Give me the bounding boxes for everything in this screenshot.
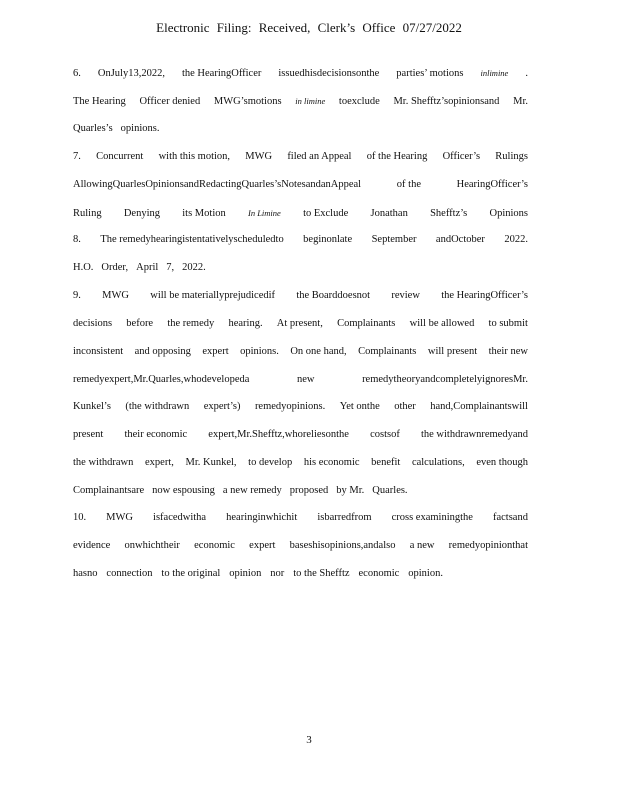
text-fragment: parties’ motions (396, 68, 464, 79)
text-line (73, 122, 528, 136)
text-fragment: On one hand, (290, 346, 347, 357)
paragraph-number: 9. (73, 290, 81, 301)
text-fragment: Mr. Kunkel, (185, 457, 237, 468)
text-fragment: Complainants (358, 346, 417, 357)
text-fragment: will be allowed (409, 318, 475, 329)
text-fragment: Officer’s (442, 151, 481, 162)
italic-fragment: inlimine (480, 68, 509, 78)
text-fragment: 2022. (504, 234, 528, 245)
text-fragment: with this motion, (158, 151, 231, 162)
text-fragment: opinion. (408, 568, 443, 579)
text-fragment: to develop (248, 457, 293, 468)
text-line (73, 511, 528, 525)
text-fragment: MWG’smotions (213, 96, 282, 107)
filing-header: Electronic Filing: Received, Clerk’s Office 07/27/2022 (156, 20, 462, 35)
text-fragment: MWG (106, 512, 133, 523)
text-fragment: the withdrawnremedyand (420, 429, 528, 440)
text-fragment: Yet onthe (339, 401, 380, 412)
text-fragment: present (73, 429, 104, 440)
text-fragment: to Exclude (303, 208, 349, 219)
text-fragment: connection (106, 568, 153, 579)
text-fragment: economic (358, 568, 400, 579)
text-fragment: hearinginwhichit (226, 512, 298, 523)
text-fragment: filed an Appeal (287, 151, 352, 162)
text-fragment: opinions. (120, 123, 160, 134)
text-fragment: isfacedwitha (153, 512, 207, 523)
text-fragment: expert,Mr.Shefftz,whoreliesonthe (208, 429, 349, 440)
text-fragment: Opinions (489, 208, 528, 219)
text-line (73, 317, 528, 331)
text-fragment: the HearingOfficer (181, 68, 262, 79)
text-line (73, 484, 528, 498)
text-fragment: toexclude (338, 96, 380, 107)
text-line (73, 345, 528, 359)
text-fragment: nor (270, 568, 285, 579)
text-fragment: expert’s) (203, 401, 241, 412)
text-fragment: OnJuly13,2022, (97, 68, 165, 79)
text-fragment: beginonlate (303, 234, 353, 245)
text-fragment: 7, (166, 262, 175, 273)
text-fragment: . (525, 68, 528, 79)
text-fragment: inconsistent (73, 346, 124, 357)
text-fragment: to the Shefftz (293, 568, 350, 579)
text-fragment: his economic (303, 457, 360, 468)
text-fragment: remedyexpert,Mr.Quarles,whodevelopeda (73, 374, 250, 385)
text-fragment: the Boarddoesnot (296, 290, 371, 301)
text-fragment: Quarles’s (73, 123, 113, 134)
text-fragment: remedytheoryandcompletelyignoresMr. (362, 374, 528, 385)
text-fragment: calculations, (411, 457, 465, 468)
text-fragment: new (296, 374, 315, 385)
text-line (73, 206, 528, 220)
text-fragment: issuedhisdecisionsonthe (278, 68, 380, 79)
text-fragment: (the withdrawn (125, 401, 190, 412)
text-fragment: At present, (276, 318, 323, 329)
text-fragment: will present (427, 346, 478, 357)
text-fragment: to submit (488, 318, 528, 329)
text-fragment: economic (194, 540, 235, 551)
paragraph-number: 7. (73, 151, 81, 162)
text-line (73, 94, 528, 108)
italic-fragment: in limine (295, 96, 326, 106)
text-line (73, 428, 528, 442)
text-fragment: to the original (161, 568, 221, 579)
text-fragment: remedyopinionthat (448, 540, 528, 551)
text-fragment: April (136, 262, 159, 273)
text-fragment: expert (249, 540, 276, 551)
text-fragment: HearingOfficer’s (456, 179, 528, 190)
text-fragment: MWG (102, 290, 129, 301)
text-fragment: Concurrent (96, 151, 144, 162)
text-fragment: AllowingQuarlesOpinionsandRedactingQuarles’sNotesandanAppeal (73, 179, 362, 190)
text-fragment: Officer denied (139, 96, 201, 107)
text-fragment: andOctober (435, 234, 485, 245)
text-fragment: Complainants (337, 318, 396, 329)
text-fragment: costsof (370, 429, 400, 440)
text-fragment: now espousing (152, 485, 215, 496)
text-fragment: baseshisopinions,andalso (289, 540, 396, 551)
text-line (73, 261, 528, 275)
text-fragment: even though (476, 457, 528, 468)
text-fragment: proposed (289, 485, 329, 496)
text-fragment: will be materiallyprejudicedif (150, 290, 276, 301)
text-fragment: 2022. (182, 262, 206, 273)
text-fragment: and opposing (134, 346, 191, 357)
text-line (73, 539, 528, 553)
text-fragment: opinion (229, 568, 262, 579)
italic-fragment: In Limine (247, 208, 281, 218)
paragraph-number: 6. (73, 68, 81, 79)
text-fragment: their new (488, 346, 528, 357)
text-fragment: a new (409, 540, 435, 551)
text-fragment: other (394, 401, 416, 412)
text-fragment: cross examiningthe (391, 512, 473, 523)
text-fragment: factsand (492, 512, 528, 523)
text-fragment: of the Hearing (366, 151, 428, 162)
text-fragment: MWG (245, 151, 273, 162)
text-line (73, 178, 528, 192)
text-fragment: Jonathan (370, 208, 408, 219)
text-fragment: before (126, 318, 154, 329)
text-fragment: hasno (73, 568, 98, 579)
text-fragment: its Motion (182, 208, 226, 219)
text-fragment: expert (202, 346, 229, 357)
text-fragment: expert, (145, 457, 174, 468)
text-fragment: onwhichtheir (124, 540, 180, 551)
text-fragment: Mr. Shefftz’sopinionsand (393, 96, 500, 107)
text-fragment: Shefftz’s (430, 208, 468, 219)
text-fragment: Order, (101, 262, 129, 273)
paragraph-number: 10. (73, 512, 87, 523)
text-fragment: The Hearing (73, 96, 126, 107)
text-fragment: Denying (123, 208, 161, 219)
text-fragment: of the (396, 179, 421, 190)
text-fragment: the HearingOfficer’s (441, 290, 528, 301)
text-fragment: the remedy (167, 318, 215, 329)
page-number: 3 (306, 734, 312, 746)
text-fragment: decisions (73, 318, 113, 329)
text-fragment: remedyopinions. (254, 401, 326, 412)
text-line (73, 150, 528, 164)
text-line (73, 373, 528, 387)
text-fragment: a new remedy (222, 485, 282, 496)
text-fragment: Quarles. (372, 485, 408, 496)
text-fragment: by Mr. (336, 485, 365, 496)
text-fragment: opinions. (240, 346, 279, 357)
text-line (73, 289, 528, 303)
text-fragment: review (391, 290, 420, 301)
text-line (73, 567, 443, 581)
text-fragment: Mr. (513, 96, 528, 107)
text-fragment: hearing. (228, 318, 263, 329)
paragraph-number: 8. (73, 234, 81, 245)
text-line (73, 400, 528, 414)
text-line (73, 233, 528, 247)
text-fragment: isbarredfrom (317, 512, 372, 523)
text-fragment: Rulings (495, 151, 528, 162)
text-fragment: the withdrawn (73, 457, 134, 468)
text-fragment: hand,Complainantswill (430, 401, 528, 412)
text-fragment: benefit (371, 457, 401, 468)
text-line (73, 66, 528, 80)
text-fragment: Complainantsare (73, 485, 145, 496)
text-fragment: evidence (73, 540, 111, 551)
text-fragment: their economic (124, 429, 188, 440)
text-fragment: Ruling (73, 208, 102, 219)
text-fragment: The remedyhearingistentativelyscheduledto (100, 234, 284, 245)
text-fragment: Kunkel’s (73, 401, 111, 412)
text-line (73, 456, 528, 470)
text-fragment: September (371, 234, 417, 245)
text-fragment: H.O. (73, 262, 94, 273)
